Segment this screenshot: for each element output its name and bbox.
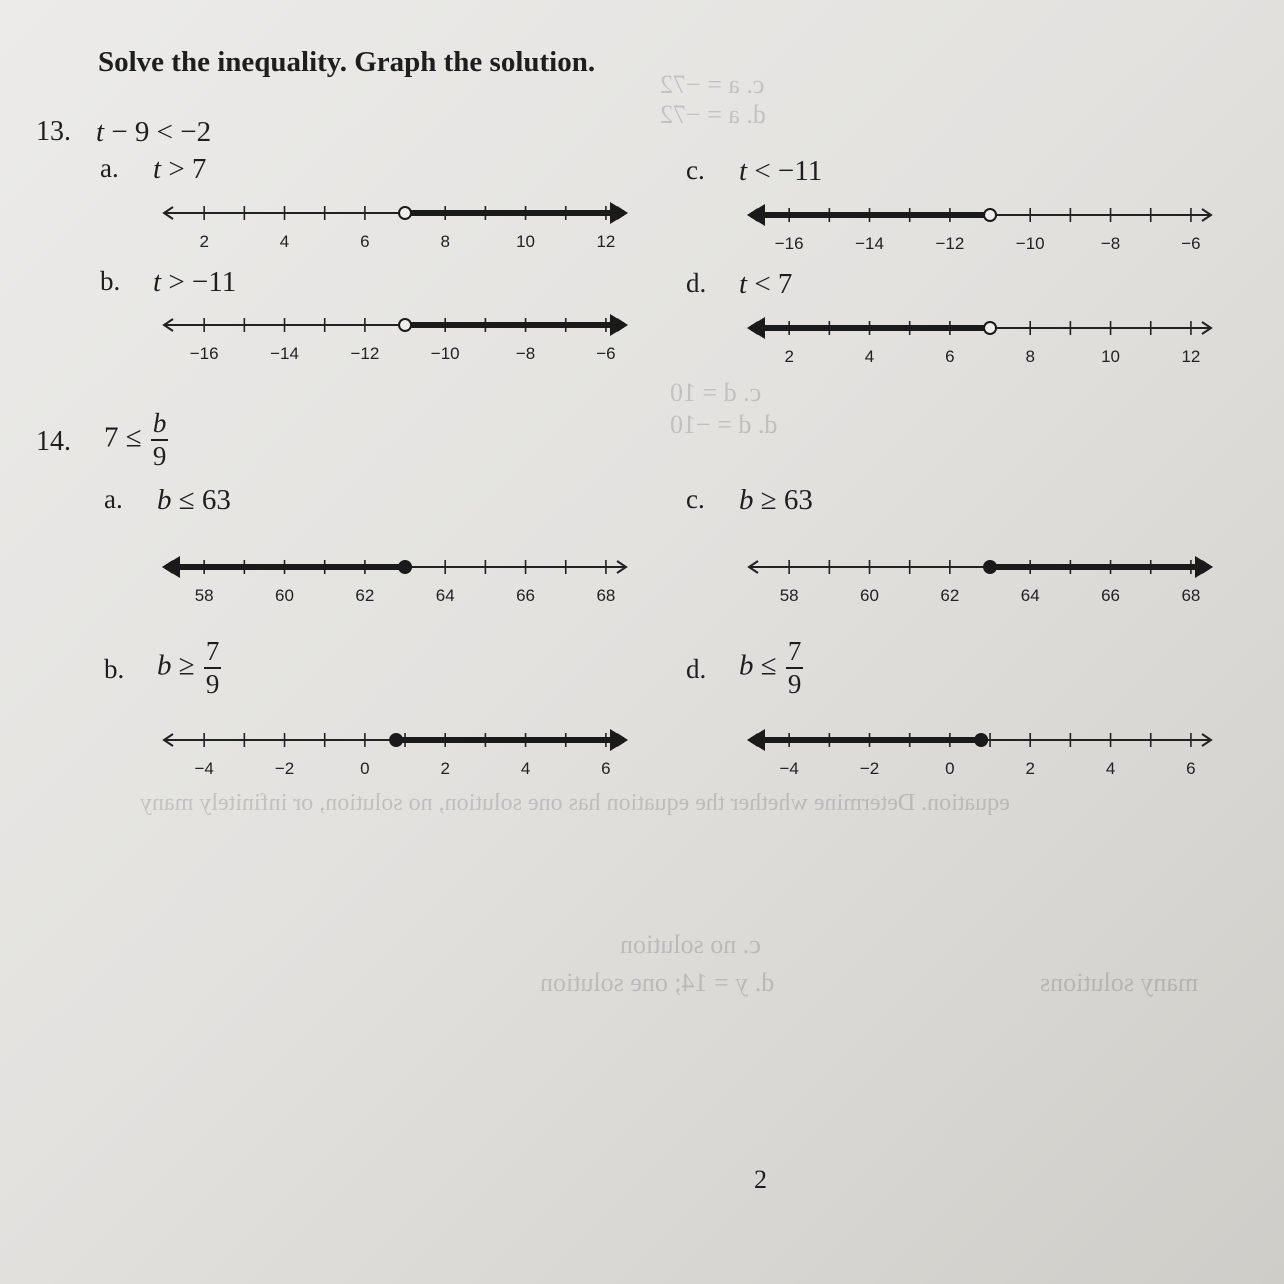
tick-label: 6 — [601, 759, 611, 778]
inequality-rest: − 9 < −2 — [104, 116, 212, 148]
tick-label: −6 — [596, 344, 616, 363]
solution-arrow-head — [1195, 556, 1213, 578]
tick-label: 6 — [360, 232, 370, 251]
relation: ≤ — [753, 649, 784, 682]
tick-label: 2 — [440, 759, 450, 778]
number-line — [735, 205, 1225, 255]
closed-endpoint — [399, 561, 411, 573]
problem-inequality — [96, 116, 211, 149]
problem-number: 13. — [36, 116, 71, 147]
number-line — [150, 730, 640, 780]
tick-label: −16 — [189, 344, 219, 363]
tick-label: −8 — [515, 344, 536, 363]
tick-label: 64 — [1020, 586, 1040, 605]
option-answer — [153, 266, 236, 299]
tick-label: 4 — [1105, 759, 1116, 778]
tick-label: 4 — [279, 232, 290, 251]
option-letter: d. — [686, 654, 707, 684]
tick-label: −12 — [935, 234, 965, 253]
option-answer — [739, 484, 813, 517]
problem-number: 14. — [36, 426, 71, 457]
option-answer — [739, 155, 822, 188]
closed-endpoint — [975, 734, 987, 746]
relation: > 7 — [161, 153, 207, 185]
tick-label: 62 — [940, 586, 960, 605]
fraction-denominator: 9 — [205, 669, 220, 699]
bleed-through-text: d. a = −72 — [660, 100, 766, 129]
relation: ≥ 63 — [753, 484, 813, 516]
number-line — [150, 557, 640, 607]
tick-label: 12 — [596, 232, 616, 251]
fraction — [786, 638, 804, 698]
bleed-through-text: c. no solution — [620, 930, 761, 959]
variable: t — [739, 155, 748, 187]
tick-label: −14 — [855, 234, 884, 253]
tick-label: 2 — [199, 232, 209, 251]
open-endpoint — [399, 207, 411, 219]
instruction-heading: Solve the inequality. Graph the solution. — [98, 46, 596, 78]
option-letter: a. — [100, 153, 119, 183]
tick-label: 10 — [516, 232, 536, 251]
tick-label: 62 — [355, 586, 375, 605]
variable: t — [739, 268, 748, 300]
tick-label: 8 — [1025, 347, 1035, 366]
tick-label: 68 — [1181, 586, 1201, 605]
option-answer — [157, 484, 231, 517]
tick-label: 66 — [516, 586, 536, 605]
tick-label: −10 — [1015, 234, 1045, 253]
number-line — [735, 318, 1225, 368]
solution-arrow-head — [747, 204, 765, 226]
solution-arrow-head — [610, 314, 628, 336]
option-answer — [739, 268, 792, 301]
tick-label: 66 — [1101, 586, 1121, 605]
tick-label: 64 — [435, 586, 455, 605]
tick-label: 60 — [860, 586, 879, 605]
solution-arrow-head — [747, 317, 765, 339]
tick-label: 4 — [864, 347, 875, 366]
fraction-denominator: 9 — [152, 441, 167, 471]
option-answer — [157, 638, 221, 698]
closed-endpoint — [390, 734, 402, 746]
open-endpoint — [399, 319, 411, 331]
tick-label: −16 — [774, 234, 804, 253]
tick-label: 6 — [945, 347, 955, 366]
tick-label: 2 — [784, 347, 794, 366]
relation: > −11 — [161, 266, 237, 298]
option-answer — [153, 153, 206, 186]
tick-label: 0 — [360, 759, 370, 778]
variable: t — [153, 266, 162, 298]
open-endpoint — [984, 209, 996, 221]
variable: b — [739, 484, 754, 516]
tick-label: 58 — [194, 586, 214, 605]
tick-label: 4 — [520, 759, 531, 778]
option-letter: a. — [104, 484, 123, 514]
tick-label: 60 — [275, 586, 294, 605]
open-endpoint — [984, 322, 996, 334]
tick-label: −14 — [270, 344, 299, 363]
tick-label: −2 — [859, 759, 880, 778]
solution-arrow-head — [610, 202, 628, 224]
tick-label: −2 — [274, 759, 295, 778]
variable: b — [157, 649, 172, 682]
fraction-numerator: 7 — [204, 638, 222, 669]
solution-arrow-head — [162, 556, 180, 578]
tick-label: −4 — [779, 759, 799, 778]
fraction-denominator: 9 — [787, 669, 802, 699]
option-letter: c. — [686, 155, 705, 185]
tick-label: −4 — [194, 759, 214, 778]
tick-label: 68 — [596, 586, 616, 605]
tick-label: 0 — [945, 759, 955, 778]
variable: t — [153, 153, 162, 185]
tick-label: −10 — [430, 344, 460, 363]
tick-label: 2 — [1025, 759, 1035, 778]
option-letter: b. — [100, 266, 121, 296]
bleed-through-text: c. a = −72 — [660, 70, 765, 99]
relation: < 7 — [747, 268, 793, 300]
tick-label: 12 — [1181, 347, 1201, 366]
problem-inequality — [104, 410, 168, 470]
option-answer — [739, 638, 803, 698]
number-line — [150, 203, 640, 253]
tick-label: −12 — [350, 344, 380, 363]
option-letter: d. — [686, 268, 707, 298]
tick-label: 10 — [1101, 347, 1121, 366]
tick-label: 8 — [440, 232, 450, 251]
bleed-through-text: d. d = −10 — [670, 410, 778, 439]
page-number: 2 — [754, 1165, 767, 1194]
solution-arrow-head — [747, 729, 765, 751]
fraction — [204, 638, 222, 698]
inequality-left: 7 ≤ — [104, 421, 149, 454]
closed-endpoint — [984, 561, 996, 573]
number-line — [735, 730, 1225, 780]
solution-arrow-head — [610, 729, 628, 751]
tick-label: 6 — [1186, 759, 1196, 778]
bleed-through-text: c. d = 10 — [670, 378, 762, 407]
fraction-numerator: 7 — [786, 638, 804, 669]
option-letter: b. — [104, 654, 125, 684]
relation: ≥ — [171, 649, 202, 682]
number-line — [735, 557, 1225, 607]
variable: b — [157, 484, 172, 516]
relation: < −11 — [747, 155, 823, 187]
bleed-through-text: many solutions — [1040, 968, 1199, 997]
relation: ≤ 63 — [171, 484, 231, 516]
tick-label: −8 — [1100, 234, 1121, 253]
tick-label: −6 — [1181, 234, 1201, 253]
tick-label: 58 — [779, 586, 799, 605]
option-letter: c. — [686, 484, 705, 514]
fraction-numerator: b — [151, 410, 169, 441]
bleed-through-text: equation. Determine whether the equation has one solution, no solution, or infinitely many — [140, 790, 1010, 816]
variable: t — [96, 116, 105, 148]
variable: b — [739, 649, 754, 682]
number-line — [150, 315, 640, 365]
fraction — [151, 410, 169, 470]
bleed-through-text: d. y = 14; one solution — [540, 968, 775, 997]
